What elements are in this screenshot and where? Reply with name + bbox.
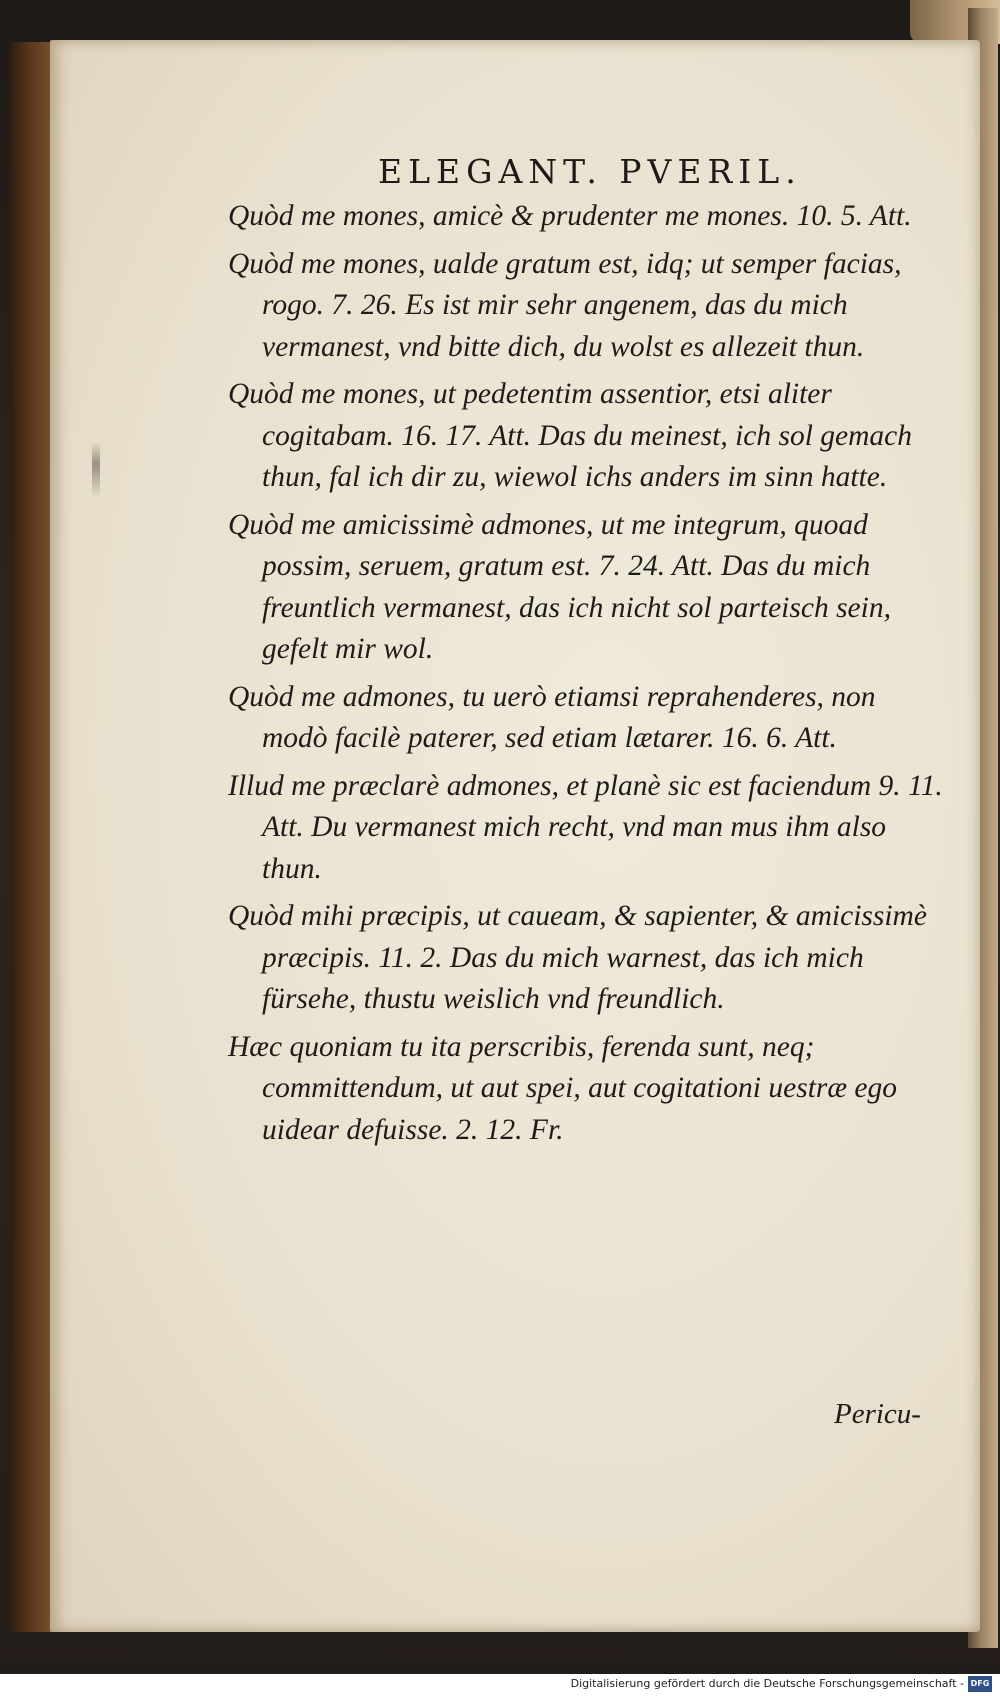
entry-8: Hæc quoniam tu ita perscribis, ferenda sunt, neq; committendum, ut aut spei, aut cogitationi uestræ ego uidear defuisse. 2. 12. Fr. <box>228 1030 898 1146</box>
dfg-logo: DFG <box>968 1676 992 1692</box>
footer-credit: Digitalisierung gefördert durch die Deutsche Forschungsgemeinschaft - <box>570 1677 964 1690</box>
page-body <box>228 196 943 1151</box>
entry-1: Quòd me mones, amicè & prudenter me mones. 10. 5. Att. <box>228 200 912 232</box>
digitization-footer <box>0 1674 1000 1696</box>
entry-2: Quòd me mones, ualde gratum est, idq; ut semper facias, rogo. 7. 26. Es ist mir sehr angenem, das du mich vermanest, vnd bitte dich, du wolst es allezeit thun. <box>228 247 902 363</box>
running-head: ELEGANT. PVERIL. <box>378 152 802 191</box>
entry-4: Quòd me amicissimè admones, ut me integrum, quoad possim, seruem, gratum est. 7. 24. Att. Das du mich freuntlich vermanest, das ich nicht sol parteisch sein, gefelt mir wol. <box>228 508 891 665</box>
entry-6: Illud me præclarè admones, et planè sic est faciendum 9. 11. Att. Du vermanest mich recht, vnd man mus ihm also thun. <box>228 769 943 885</box>
catchword: Pericu- <box>834 1398 921 1430</box>
entry-5: Quòd me admones, tu uerò etiamsi reprahenderes, non modò facilè paterer, sed etiam lætarer. 16. 6. Att. <box>228 680 876 754</box>
entry-3: Quòd me mones, ut pedetentim assentior, etsi aliter cogitabam. 16. 17. Att. Das du meinest, ich sol gemach thun, fal ich dir zu, wiewol ichs anders im sinn hatte. <box>228 378 913 493</box>
entry-7: Quòd mihi præcipis, ut caueam, & sapienter, & amicissimè præcipis. 11. 2. Das du mich warnest, das ich mich fürsehe, thustu weislich vnd freundlich. <box>228 900 927 1015</box>
margin-smudge <box>92 442 100 498</box>
